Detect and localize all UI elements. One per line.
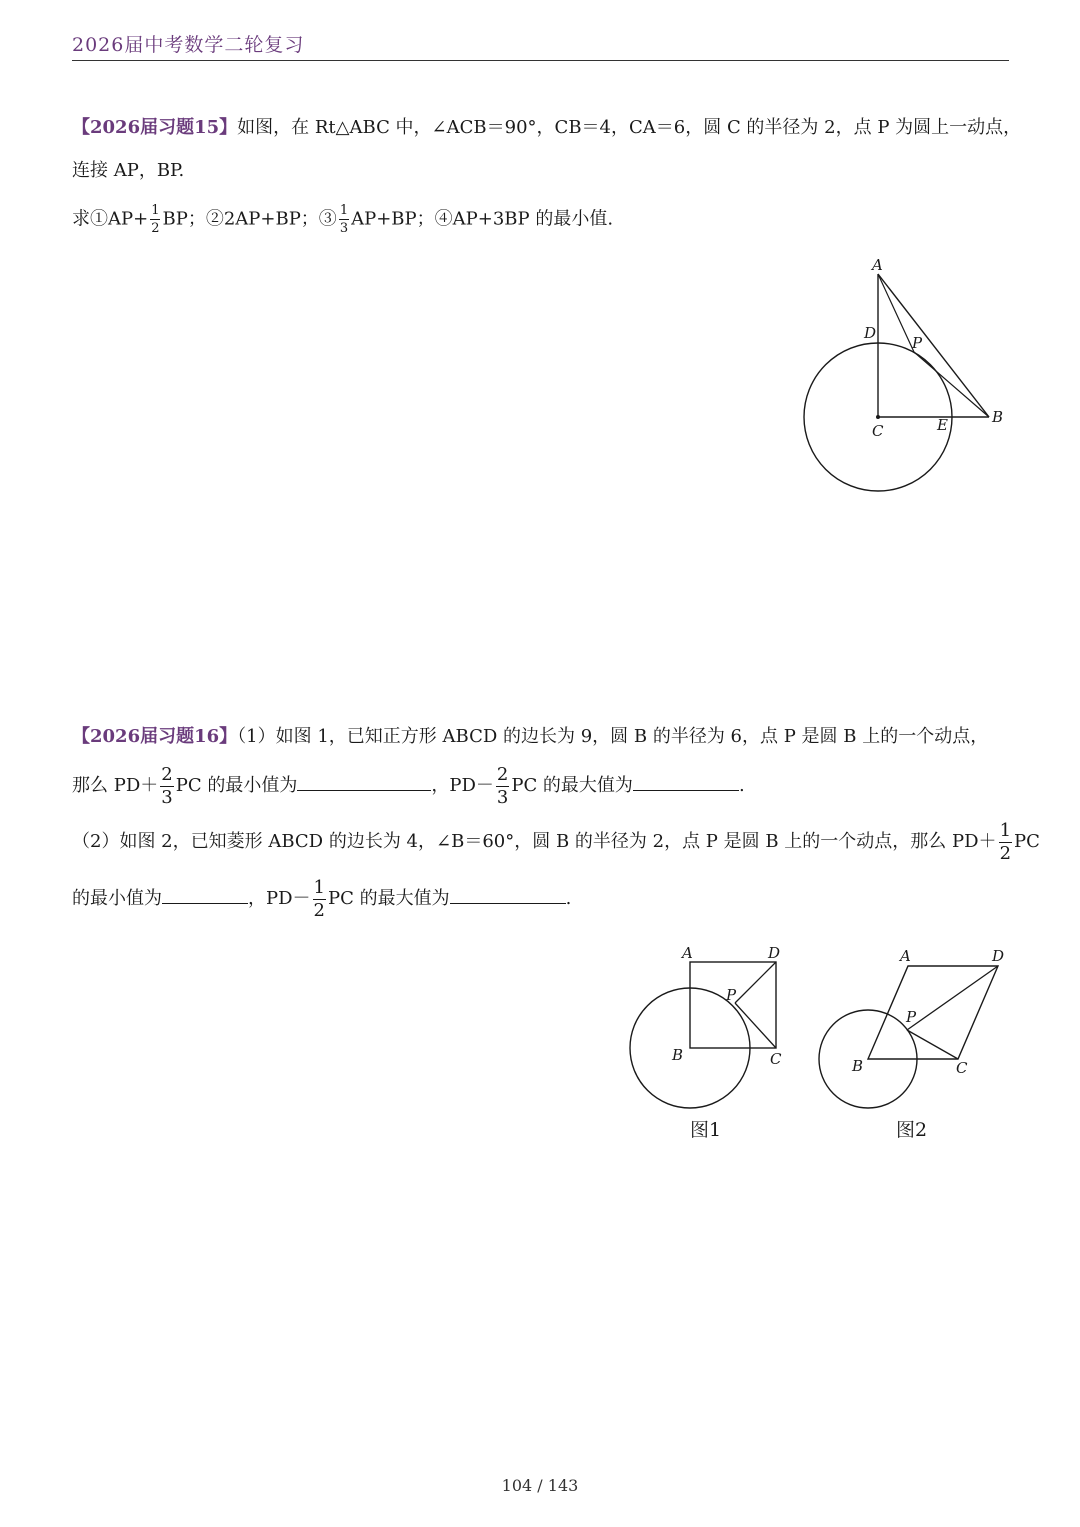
q16-part1-c: ，PD－ [431, 775, 494, 796]
q16-part2-fraction-2 [313, 876, 326, 921]
q15-frac2-num: 1 [339, 203, 349, 218]
q16-p1-frac1-num: 2 [161, 763, 173, 785]
fig1-segment-pc [735, 1003, 776, 1048]
fig1-label-a: A [682, 944, 693, 962]
q16-part1-answer-blank-1[interactable] [297, 772, 431, 791]
fig1-label-p: P [726, 986, 737, 1004]
q15-ask-prefix: 求①AP+ [72, 208, 149, 230]
q16-p2-frac1-den: 2 [999, 842, 1012, 864]
q15-label-e: E [937, 416, 948, 434]
q16-part2-line2 [72, 877, 571, 921]
header-divider [72, 60, 1009, 61]
q15-ask-line [72, 204, 613, 235]
fig1-segment-pd [735, 962, 776, 1003]
q15-line2 [72, 157, 184, 185]
q16-p1-frac2-den: 3 [496, 786, 509, 808]
q16-part1-answer-blank-2[interactable] [633, 772, 739, 791]
fig1-label-c: C [770, 1050, 782, 1068]
q15-fraction-2 [339, 204, 349, 235]
q16-part2-b: ，PD－ [248, 888, 311, 909]
q15-point-c [876, 415, 880, 419]
q16-tag: 【2026届习题16】 [72, 726, 238, 747]
q15-line1 [72, 114, 1021, 142]
q16-part2-answer-blank-2[interactable] [450, 885, 566, 904]
q16-figure-1 [620, 940, 800, 1150]
q16-part2-answer-blank-1[interactable] [162, 885, 248, 904]
page-number: 104 / 143 [501, 1476, 579, 1495]
q16-part2-fraction-1 [999, 819, 1012, 864]
q15-ask-mid1: BP；②2AP+BP；③ [162, 208, 337, 230]
q15-ask-mid2: AP+BP；④AP+3BP 的最小值. [351, 208, 614, 230]
q16-part2-a: 的最小值为 [72, 888, 162, 909]
q15-statement-1: 如图，在 Rt△ABC 中，∠ACB＝90°，CB＝4，CA＝6，圆 C 的半径为 2，点 P 为圆上一动点， [237, 117, 1022, 138]
q16-figure-2 [810, 940, 1020, 1150]
q16-part1-fraction-2 [496, 763, 509, 808]
fig2-label-p: P [906, 1008, 917, 1026]
fig2-label-c: C [956, 1059, 968, 1077]
q16-part1-b: PC 的最小值为 [175, 775, 298, 796]
q16-p1-frac1-den: 3 [161, 786, 173, 808]
q16-p1-frac2-num: 2 [496, 763, 509, 785]
q15-label-b: B [992, 408, 1004, 426]
fig1-label-d: D [768, 944, 781, 962]
fig1-caption: 图1 [690, 1119, 722, 1141]
q16-part2-end: . [565, 888, 572, 909]
fig2-caption: 图2 [896, 1119, 928, 1141]
q15-label-c: C [872, 422, 884, 440]
fig2-label-d: D [992, 947, 1005, 965]
q15-statement-2: 连接 AP，BP. [72, 160, 185, 181]
q16-part1-line2 [72, 764, 745, 808]
q16-line1 [72, 723, 988, 751]
q16-part2-statement: （2）如图 2，已知菱形 ABCD 的边长为 4，∠B＝60°，圆 B 的半径为 2，点 P 是圆 B 上的一个动点，那么 PD＋ [72, 831, 997, 852]
q16-part1-d: PC 的最大值为 [511, 775, 633, 796]
q15-frac1-num: 1 [151, 203, 160, 218]
q15-label-a: A [872, 256, 883, 274]
q16-p2-frac1-num: 1 [999, 819, 1012, 841]
q16-part1-a: 那么 PD＋ [72, 775, 159, 796]
q16-part1-line1: （1）如图 1，已知正方形 ABCD 的边长为 9，圆 B 的半径为 6，点 P 是圆 B 上的一个动点， [237, 726, 989, 747]
q16-part1-end: . [738, 775, 745, 796]
q15-label-d: D [864, 324, 877, 342]
fig2-label-a: A [900, 947, 911, 965]
q15-tag: 【2026届习题15】 [72, 117, 238, 138]
fig1-label-b: B [672, 1046, 684, 1064]
q15-figure [790, 250, 1020, 500]
q16-p2-frac2-den: 2 [313, 899, 325, 921]
q16-part2-pc: PC [1014, 831, 1040, 852]
q16-part1-fraction-1 [160, 763, 173, 808]
q16-part2-line1 [72, 820, 1040, 864]
q15-label-p: P [912, 334, 923, 352]
fig2-label-b: B [852, 1057, 864, 1075]
q15-frac2-den: 3 [339, 221, 349, 236]
header-title: 2026届中考数学二轮复习 [72, 34, 305, 56]
q16-part2-c: PC 的最大值为 [328, 888, 450, 909]
q15-fraction-1 [150, 204, 160, 235]
q16-p2-frac2-num: 1 [313, 876, 325, 898]
q15-frac1-den: 2 [151, 221, 160, 236]
